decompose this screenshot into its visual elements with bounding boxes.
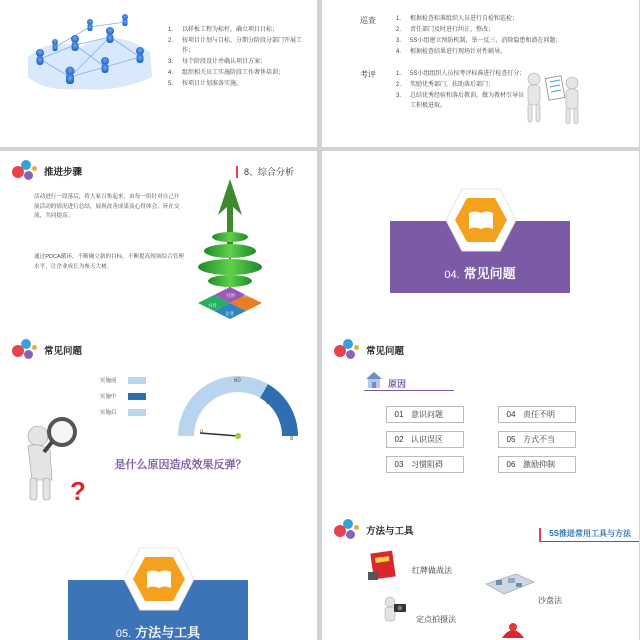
list-item: 3. 每个阶段设计并确认项目方案；: [168, 59, 267, 65]
camera-figure-icon: [380, 594, 410, 624]
svg-text:?: ?: [70, 476, 86, 506]
logo-icon: [12, 160, 38, 182]
gauge-tick: 60: [234, 378, 241, 384]
slide-header: [334, 338, 404, 362]
list-item: 1. 以样板工程为标杆，确立项目目标；: [168, 27, 279, 33]
people-network-image: [20, 0, 160, 107]
slide-3[interactable]: [0, 151, 317, 331]
slide-1[interactable]: [0, 0, 317, 147]
gauge-chart: [178, 370, 298, 442]
block-label: 方针: [208, 303, 217, 308]
sandbox-model-icon: [482, 570, 538, 600]
tools-tab: 5S推进常用工具与方法: [539, 528, 639, 542]
reason-title: 原因: [388, 379, 407, 389]
cover-title: 04. 常见问题: [444, 266, 516, 281]
gauge-needle: [200, 433, 238, 436]
logo-icon: [12, 339, 38, 361]
legend-item: 实施后: [100, 408, 146, 416]
list-item: 2. 奖励优秀部门，扶助落后部门；: [396, 82, 495, 88]
slide-2[interactable]: [322, 0, 639, 147]
list-item: 1. 5S小组组织人员按考评标准进行检查打分；: [396, 71, 526, 77]
patrol-list: [396, 14, 636, 58]
logo-icon: [334, 339, 360, 361]
slide-title: 推进步骤: [44, 167, 83, 178]
tool-label: 沙盘法: [538, 596, 562, 605]
book-hexagon-icon: [122, 546, 196, 612]
gauge-tick: 8: [290, 436, 294, 442]
tool-label: 定点拍摄法: [416, 615, 456, 624]
red-figure-icon: [498, 618, 528, 638]
figures-checklist-image: [520, 69, 590, 129]
gauge-tick: 0: [200, 430, 204, 436]
red-tag-icon: [366, 548, 402, 582]
growth-spiral-arrow-image: [190, 175, 270, 325]
list-item: 4. 组织相关员工实施阶段工作奢侈培训；: [168, 70, 285, 76]
legend: [100, 376, 146, 424]
reason-item: 03 习惯阻碍: [386, 456, 464, 473]
list-item: 1. 根据检查标准组织人员进行自检和巡检；: [396, 16, 519, 22]
list-item: 2. 责任部门及时进行纠正、整改；: [396, 27, 495, 33]
plan-list: [168, 25, 308, 90]
magnifier-figure-image: [10, 410, 90, 506]
slide-header: [12, 159, 82, 183]
slide-6[interactable]: [322, 330, 639, 510]
reason-item: 01 意识问题: [386, 406, 464, 423]
reason-item: 05 方式不当: [498, 431, 576, 448]
logo-icon: [334, 519, 360, 541]
list-item: 3. 5S小组建立预防机制，举一反三，消除隐患和潜在问题；: [396, 38, 562, 44]
slide-7[interactable]: [0, 510, 317, 640]
slide-title: 常见问题: [44, 346, 83, 357]
legend-item: 实施中: [100, 392, 146, 400]
list-item: 2. 按项目计划与目标，分期分阶段分部门开展工作；: [168, 38, 303, 54]
reason-item: 06 激励抑制: [498, 456, 576, 473]
evaluation-list: [396, 69, 526, 112]
block-label: 目的: [226, 293, 235, 298]
cover-title: 05. 方法与工具: [115, 625, 201, 640]
slide-header: [334, 518, 414, 542]
book-hexagon-icon: [444, 187, 518, 253]
legend-item: 实施前: [100, 376, 146, 384]
list-item: 3. 总结优秀经验和落后教训，做为教材引导员工积极进取。: [396, 93, 525, 109]
block-label: 目标: [243, 293, 252, 298]
tool-label: 红牌做战法: [412, 566, 452, 575]
list-item: 5. 按项目计划准备实施。: [168, 81, 243, 87]
paragraph-summary: 活动进行一段落后，将大家召集起来，由每一组针对自己开展活动的情况进行总结，展现改善成果及心得体会。旨在交流，共同提高。: [34, 194, 180, 219]
slide-8[interactable]: [322, 510, 639, 640]
reason-header: [364, 370, 406, 390]
slide-header: [12, 338, 82, 362]
section-title: 8、综合分析: [236, 165, 294, 178]
reason-item: 04 责任不明: [498, 406, 576, 423]
slide-title: 方法与工具: [366, 526, 414, 537]
slide-5[interactable]: [0, 330, 317, 510]
question-heading: 是什么原因造成效果反弹？: [114, 459, 247, 471]
paragraph-pdca: 通过PDCA循环，不断确立新的目标，不断提高现场综合管理水平，让企业成长为参天大树。: [34, 254, 184, 270]
block-label: 企业: [225, 311, 234, 316]
list-item: 4. 根据检查结果进行现场针对性辅导。: [396, 49, 507, 55]
label-evaluation: 考评: [360, 70, 376, 79]
house-icon: [364, 370, 384, 390]
gauge-tick: 3: [266, 400, 270, 406]
label-patrol: 巡查: [360, 16, 376, 25]
reason-item: 02 认识误区: [386, 431, 464, 448]
slide-title: 常见问题: [366, 346, 405, 357]
slide-4[interactable]: [322, 151, 639, 331]
